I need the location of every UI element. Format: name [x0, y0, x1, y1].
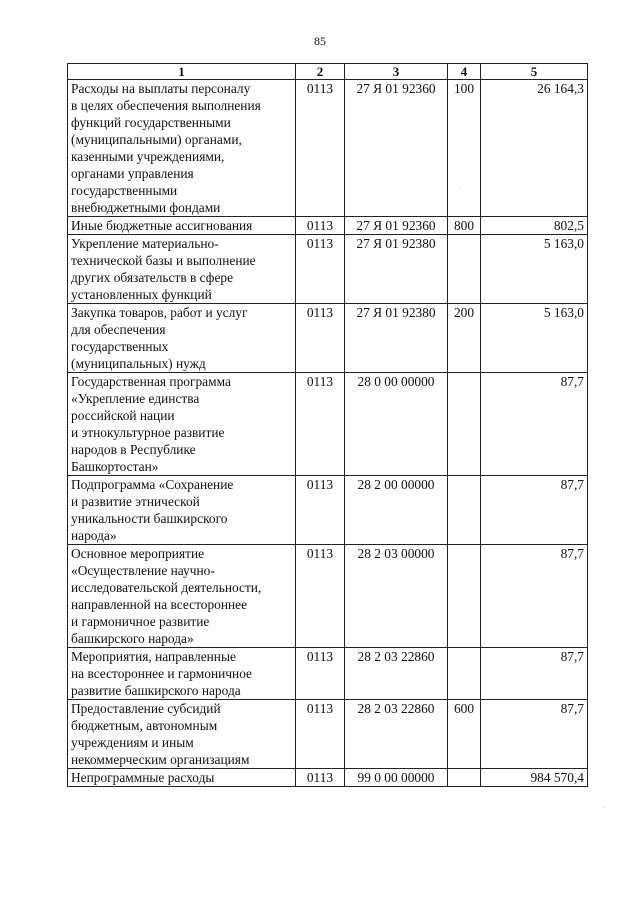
- amount: 984 570,4: [481, 769, 588, 787]
- amount: 87,7: [481, 700, 588, 769]
- expense-type: 800: [448, 217, 481, 235]
- row-name: Мероприятия, направленные на всестороннее и гармоничное развитие башкирского народа: [71, 649, 253, 698]
- row-name-cell: [68, 217, 296, 235]
- row-name-cell: [68, 769, 296, 787]
- row-name: Предоставление субсидий бюджетным, автономным учреждениям и иным некоммерческим организациям: [71, 701, 250, 767]
- table-row: [68, 217, 588, 235]
- expense-type: [448, 769, 481, 787]
- section-code: 0113: [296, 373, 345, 476]
- header-row: [68, 64, 588, 80]
- page-number: 85: [314, 34, 326, 48]
- target-article: 28 2 03 00000: [345, 545, 448, 648]
- section-code: 0113: [296, 700, 345, 769]
- row-name: Укрепление материально- технической базы и выполнение других обязательств в сфере установленных функций: [71, 236, 256, 302]
- table-row: [68, 80, 588, 217]
- row-name-cell: [68, 80, 296, 217]
- amount: 26 164,3: [481, 80, 588, 217]
- budget-table: [67, 63, 588, 787]
- amount: 5 163,0: [481, 304, 588, 373]
- target-article: 28 2 00 00000: [345, 476, 448, 545]
- row-name-cell: [68, 235, 296, 304]
- row-name: Государственная программа «Укрепление единства российской нации и этнокультурное развитие народов в Республике Башкортостан»: [71, 374, 231, 474]
- amount: 87,7: [481, 476, 588, 545]
- amount: 802,5: [481, 217, 588, 235]
- header-col-1: 1: [68, 64, 296, 80]
- row-name-cell: [68, 476, 296, 545]
- row-name: Основное мероприятие «Осуществление научно- исследовательской деятельности, направленной на всестороннее и гармоничное развитие башкирского народа»: [71, 546, 262, 646]
- header-col-4: 4: [448, 64, 481, 80]
- expense-type: 100: [448, 80, 481, 217]
- table-row: [68, 373, 588, 476]
- expense-type: 200: [448, 304, 481, 373]
- section-code: 0113: [296, 648, 345, 700]
- expense-type: [448, 373, 481, 476]
- section-code: 0113: [296, 304, 345, 373]
- amount: 87,7: [481, 545, 588, 648]
- row-name: Иные бюджетные ассигнования: [71, 218, 253, 233]
- amount: 87,7: [481, 373, 588, 476]
- row-name-cell: [68, 700, 296, 769]
- table-row: [68, 235, 588, 304]
- row-name: Непрограммные расходы: [71, 770, 215, 785]
- table-row: [68, 700, 588, 769]
- expense-type: 600: [448, 700, 481, 769]
- amount: 5 163,0: [481, 235, 588, 304]
- target-article: 27 Я 01 92380: [345, 304, 448, 373]
- row-name: Подпрограмма «Сохранение и развитие этнической уникальности башкирского народа»: [71, 477, 234, 543]
- target-article: 28 2 03 22860: [345, 648, 448, 700]
- header-col-5: 5: [481, 64, 588, 80]
- row-name-cell: [68, 373, 296, 476]
- section-code: 0113: [296, 235, 345, 304]
- header-col-3: 3: [345, 64, 448, 80]
- amount: 87,7: [481, 648, 588, 700]
- expense-type: [448, 648, 481, 700]
- row-name: Расходы на выплаты персоналу в целях обеспечения выполнения функций государственными (муниципальными) органами, казенными учреждениями, органами управления государственными внебюджетными фондами: [71, 81, 261, 215]
- table-row: [68, 648, 588, 700]
- table-row: [68, 304, 588, 373]
- row-name-cell: [68, 545, 296, 648]
- header-col-2: 2: [296, 64, 345, 80]
- table-row: [68, 769, 588, 787]
- target-article: 28 0 00 00000: [345, 373, 448, 476]
- section-code: 0113: [296, 217, 345, 235]
- section-code: 0113: [296, 476, 345, 545]
- section-code: 0113: [296, 769, 345, 787]
- target-article: 27 Я 01 92360: [345, 217, 448, 235]
- row-name-cell: [68, 648, 296, 700]
- target-article: 28 2 03 22860: [345, 700, 448, 769]
- target-article: 99 0 00 00000: [345, 769, 448, 787]
- target-article: 27 Я 01 92360: [345, 80, 448, 217]
- table-row: [68, 545, 588, 648]
- scan-speck: ·: [603, 804, 606, 812]
- table-row: [68, 476, 588, 545]
- section-code: 0113: [296, 545, 345, 648]
- scan-speck: ·: [459, 183, 462, 192]
- target-article: 27 Я 01 92380: [345, 235, 448, 304]
- expense-type: [448, 235, 481, 304]
- expense-type: [448, 545, 481, 648]
- row-name-cell: [68, 304, 296, 373]
- section-code: 0113: [296, 80, 345, 217]
- row-name: Закупка товаров, работ и услуг для обеспечения государственных (муниципальных) нужд: [71, 305, 248, 371]
- expense-type: [448, 476, 481, 545]
